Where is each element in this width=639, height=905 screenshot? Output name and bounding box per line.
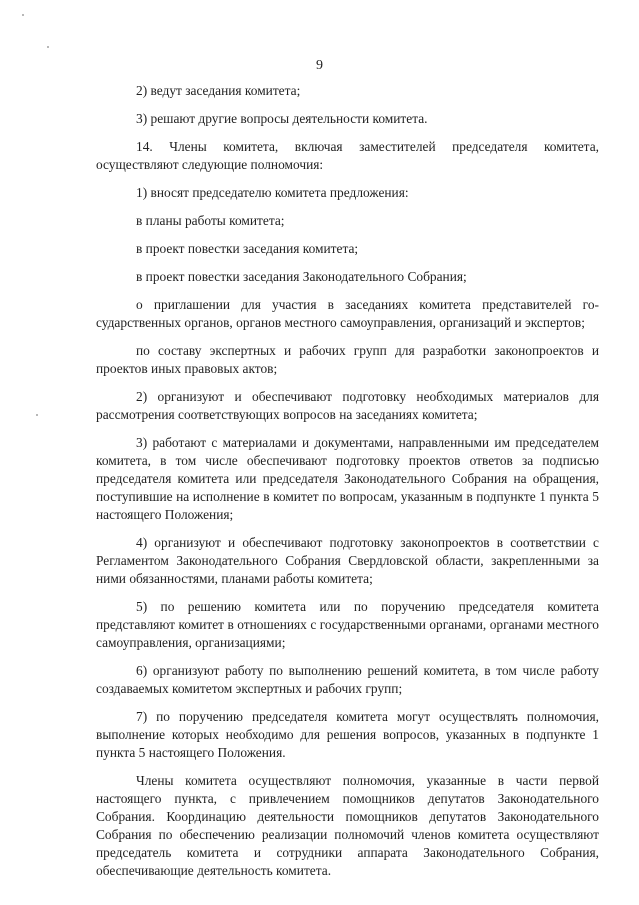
paragraph: в проект повестки заседания Законодательного Собрания;: [136, 269, 467, 284]
paragraph: в планы работы комитета;: [136, 213, 285, 228]
paragraph: о приглашении для участия в заседаниях комитета представителей государственных органов, органов местного самоуправления, организаций и экспертов;: [96, 297, 599, 330]
paragraph: 2) ведут заседания комитета;: [136, 83, 301, 98]
paragraph: 7) по поручению председателя комитета могут осуществлять полномочия, выполнение которых необходимо для решения вопросов, указанных в подпункте 1 пункта 5 настоящего Положения.: [96, 709, 599, 760]
page-number: 9: [316, 58, 323, 73]
scan-speck: [36, 414, 38, 416]
document-body: [96, 82, 599, 890]
paragraph: 1) вносят председателю комитета предложения:: [136, 185, 409, 200]
paragraph: 5) по решению комитета или по поручению председателя комитета представляют комитет в отношениях с государственными органами, органами местного самоуправления, организациями;: [96, 599, 599, 650]
paragraph: 2) организуют и обеспечивают подготовку необходимых материалов для рассмотрения соответствующих вопросов на заседаниях комитета;: [96, 389, 599, 422]
paragraph: по составу экспертных и рабочих групп для разработки законопроектов и проектов иных правовых актов;: [96, 343, 599, 376]
paragraph: 3) решают другие вопросы деятельности комитета.: [136, 111, 428, 126]
paragraph: 14. Члены комитета, включая заместителей председателя комитета, осуществляют следующие полномочия:: [96, 139, 599, 172]
paragraph: 3) работают с материалами и документами, направленными им председателем комитета, в том числе обеспечивают подготовку проектов ответов за подписью председателя комитета или председателя Законодательного Собрания на обращения, поступившие на исполнение в комитет по вопросам, указанным в подпункте 1 пункта 5 настоящего Положения;: [96, 435, 599, 522]
scan-speck: [47, 46, 49, 48]
scan-speck: [22, 14, 24, 16]
paragraph: в проект повестки заседания комитета;: [136, 241, 359, 256]
paragraph: 6) организуют работу по выполнению решений комитета, в том числе работу создаваемых комитетом экспертных и рабочих групп;: [96, 663, 599, 696]
paragraph: 4) организуют и обеспечивают подготовку законопроектов в соответствии с Регламентом Законодательного Собрания Свердловской области, закрепленными за ними обязанностями, планами работы комитета;: [96, 535, 599, 586]
paragraph: Члены комитета осуществляют полномочия, указанные в части первой настоящего пункта, с привлечением помощников депутатов Законодательного Собрания. Координацию деятельности помощников депутатов Законодательного Собрания по обеспечению реализации полномочий членов комитета осуществляют председатель комитета и сотрудники аппарата Законодательного Собрания, обеспечивающие деятельность комитета.: [96, 773, 599, 878]
